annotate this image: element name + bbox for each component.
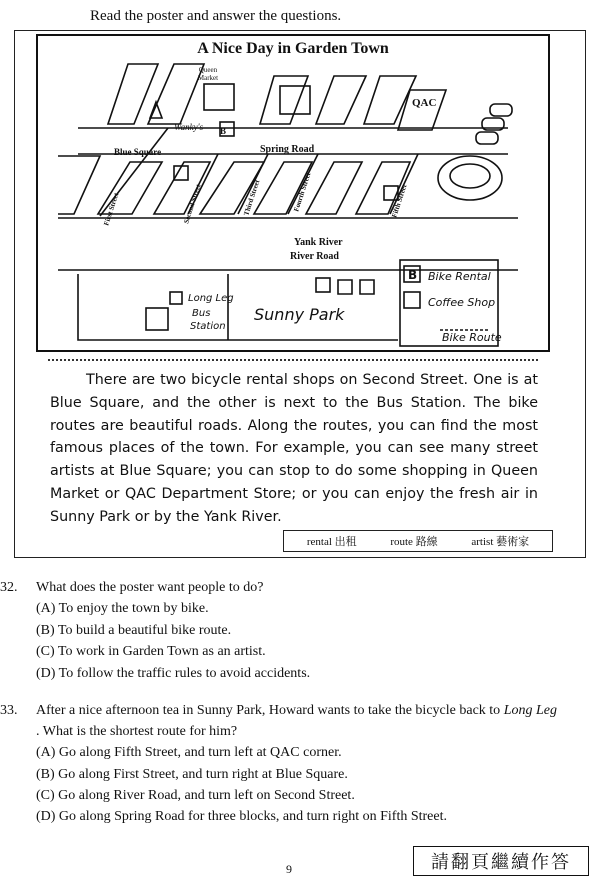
vocab-word: artist [471, 536, 494, 548]
park-boundary [78, 274, 398, 340]
question-option: (C) To work in Garden Town as an artist. [36, 644, 266, 659]
map-block [316, 76, 366, 124]
vocab-word: route [390, 536, 413, 548]
question-option: (A) Go along Fifth Street, and turn left at QAC corner. [36, 745, 342, 760]
town-map [38, 58, 548, 350]
map-block [306, 162, 362, 214]
bike-rental-icon-long-leg [170, 292, 182, 304]
blue-square-label: Blue Square [114, 147, 162, 157]
vocab-item [307, 533, 357, 549]
vocab-item [390, 533, 437, 549]
third-street-label: Third Street [242, 178, 262, 217]
question-stem-continued [36, 724, 237, 740]
vocab-meaning: 藝術家 [496, 536, 530, 548]
legend-coffee-shop-icon [404, 292, 420, 308]
sunny-park-label: Sunny Park [254, 305, 345, 324]
question-stem [36, 703, 557, 719]
instruction: Read the poster and answer the questions. [90, 8, 342, 24]
vocabulary-box [283, 530, 553, 552]
fifth-street-label: Fifth Street [390, 183, 409, 219]
question-option: (D) To follow the traffic rules to avoid accidents. [36, 666, 311, 681]
legend-bike-route-label: Bike Route [442, 331, 502, 344]
legend-b-symbol: B [408, 268, 418, 282]
question-stem-text: After a nice afternoon tea in Sunny Park, Howard wants to take the bicycle back to [36, 703, 501, 718]
wankys-label: Wanky's [174, 122, 204, 132]
stadium-inner [450, 164, 490, 188]
spring-road-label: Spring Road [260, 144, 315, 155]
qac-block [398, 90, 446, 130]
map-block [364, 76, 416, 124]
legend-bike-rental-label: Bike Rental [428, 270, 491, 283]
continue-note: 請翻頁繼續作答 [413, 846, 589, 876]
poster-title: A Nice Day in Garden Town [197, 40, 389, 57]
fourth-street-label: Fourth Street [292, 171, 313, 213]
car-icon [476, 132, 498, 144]
yank-river-label: Yank River [294, 237, 343, 248]
stadium [438, 156, 502, 200]
question-number: 32. [0, 580, 18, 595]
bus-label: Bus [192, 308, 211, 319]
page-number: 9 [286, 862, 292, 876]
map-block [148, 64, 204, 124]
second-street-label: Second Street [182, 183, 203, 225]
blue-square-edge [58, 156, 100, 214]
vocab-meaning: 路線 [415, 536, 438, 548]
map-block [260, 76, 308, 124]
qac-label: QAC [412, 97, 437, 109]
question-option: (B) To build a beautiful bike route. [36, 623, 232, 638]
legend-coffee-shop-label: Coffee Shop [428, 296, 496, 309]
long-leg-label: Long Leg [188, 293, 234, 304]
map-b-symbol: B [220, 126, 227, 136]
river-road-label: River Road [290, 251, 339, 262]
question-stem: What does the poster want people to do? [36, 580, 264, 595]
poster-passage [50, 369, 538, 529]
map-shop-icon [338, 280, 352, 294]
queen-market-label-1: Queen [198, 66, 218, 74]
first-street-label: First Street [102, 191, 121, 227]
question-option: (A) To enjoy the town by bike. [36, 601, 209, 616]
question-option: (C) Go along River Road, and turn left on Second Street. [36, 788, 355, 803]
passage-text: There are two bicycle rental shops on Second Street. One is at Blue Square, and the other is next to the Bus Station. The bike routes are beautiful roads. Along the routes, you can find the most famous places of the town. For example, you can see many street artists at Blue Square; you can stop to do some shopping in Queen Market or QAC Department Store; or you can enjoy the fresh air in Sunny Park or by the Yank River. [50, 372, 538, 525]
question-stem-text: . What is the shortest route for him? [36, 724, 238, 739]
queen-market-building-icon [204, 84, 234, 110]
question-number: 33. [0, 703, 18, 718]
vocab-item [471, 533, 529, 549]
queen-market-label-2: Market [197, 74, 219, 82]
question-option: (D) Go along Spring Road for three blocks, and turn right on Fifth Street. [36, 809, 447, 824]
vocab-word: rental [306, 536, 332, 548]
station-label: Station [190, 321, 226, 332]
coffee-shop-icon [316, 278, 330, 292]
bus-station-icon [146, 308, 168, 330]
question-stem-italic: Long Leg [503, 703, 557, 718]
map-shop-icon [360, 280, 374, 294]
question-option: (B) Go along First Street, and turn right at Blue Square. [36, 767, 348, 782]
vocab-meaning: 出租 [334, 536, 357, 548]
car-icon [490, 104, 512, 116]
dotted-divider [48, 359, 538, 361]
